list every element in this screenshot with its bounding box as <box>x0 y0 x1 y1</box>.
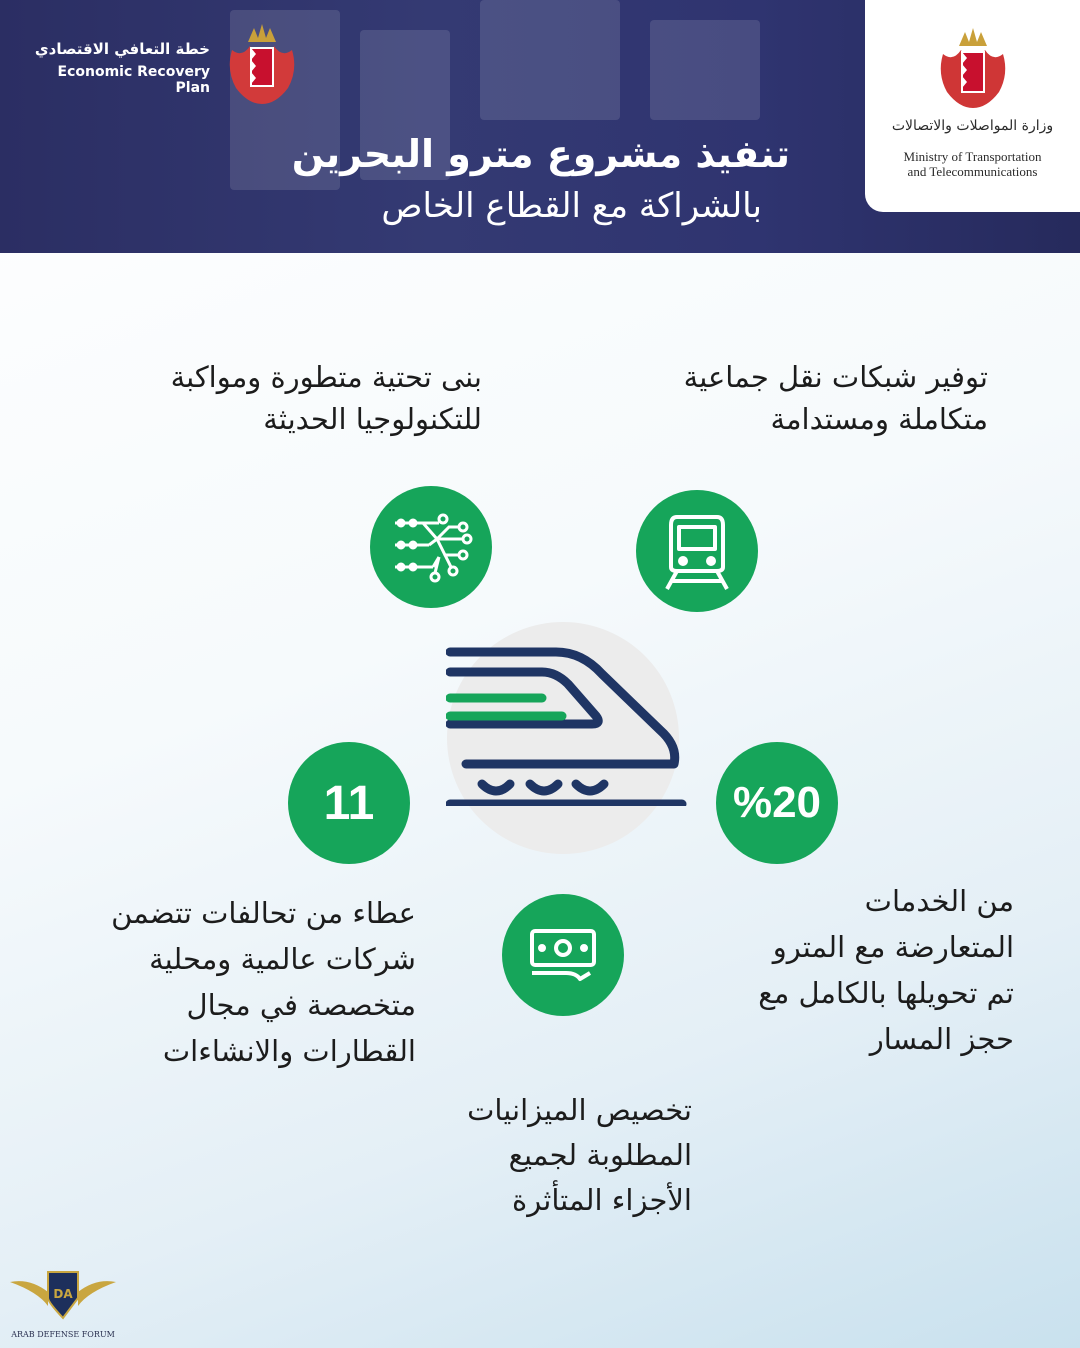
page-title: تنفيذ مشروع مترو البحرين <box>291 132 790 176</box>
services-text <box>758 878 1014 1062</box>
train-front-icon <box>657 509 737 593</box>
ministry-english-line1: Ministry of Transportation <box>903 149 1042 164</box>
ministry-english-line2: and Telecommunications <box>907 164 1038 179</box>
winged-shield-icon <box>8 1262 118 1324</box>
transport-networks-circle <box>636 490 758 612</box>
background-building-shape <box>650 20 760 120</box>
text-line: المطلوبة لجميع <box>508 1138 692 1172</box>
budgets-circle <box>502 894 624 1016</box>
transport-networks-text <box>684 356 988 440</box>
text-line: حجز المسار <box>869 1022 1014 1056</box>
money-hand-icon <box>526 925 600 985</box>
infrastructure-circle <box>370 486 492 608</box>
arab-defense-forum-watermark <box>8 1262 118 1342</box>
text-line: من الخدمات <box>864 884 1014 918</box>
text-line: توفير شبكات نقل جماعية <box>683 360 988 394</box>
text-line: عطاء من تحالفات تتضمن <box>111 896 416 930</box>
network-nodes-icon <box>389 505 473 589</box>
bahrain-crest-icon <box>935 22 1011 112</box>
text-line: للتكنولوجيا الحديثة <box>263 402 482 436</box>
erp-english-text: Economic Recovery Plan <box>57 64 210 96</box>
bids-count-value: 11 <box>323 776 375 830</box>
text-line: القطارات والانشاءات <box>162 1034 416 1068</box>
erp-arabic-text: خطة التعافي الاقتصادي <box>34 40 210 58</box>
text-line: متكاملة ومستدامة <box>770 402 988 436</box>
infrastructure-text <box>171 356 482 440</box>
text-line: الأجزاء المتأثرة <box>512 1183 692 1217</box>
services-percent-value: %20 <box>732 778 822 827</box>
text-line: تخصيص الميزانيات <box>467 1093 692 1127</box>
services-percent-circle <box>716 742 838 864</box>
watermark-badge: DA <box>53 1287 73 1301</box>
budgets-text <box>467 1088 692 1223</box>
text-line: تم تحويلها بالكامل مع <box>758 976 1014 1010</box>
text-line: متخصصة في مجال <box>186 988 416 1022</box>
ministry-english-name <box>865 149 1080 179</box>
bids-text <box>111 890 416 1074</box>
background-building-shape <box>480 0 620 120</box>
economic-recovery-plan-label <box>30 40 210 96</box>
ministry-logo-card <box>865 0 1080 212</box>
train-side-icon <box>446 646 690 806</box>
watermark-text: ARAB DEFENSE FORUM <box>11 1330 115 1339</box>
page-subtitle: بالشراكة مع القطاع الخاص <box>381 186 762 226</box>
text-line: بنى تحتية متطورة ومواكبة <box>170 360 482 394</box>
text-line: المتعارضة مع المترو <box>772 930 1014 964</box>
ministry-arabic-name: وزارة المواصلات والاتصالات <box>891 118 1054 134</box>
bids-count-circle <box>288 742 410 864</box>
header-banner <box>0 0 1080 253</box>
text-line: شركات عالمية ومحلية <box>149 942 416 976</box>
bahrain-crest-icon <box>224 20 300 106</box>
